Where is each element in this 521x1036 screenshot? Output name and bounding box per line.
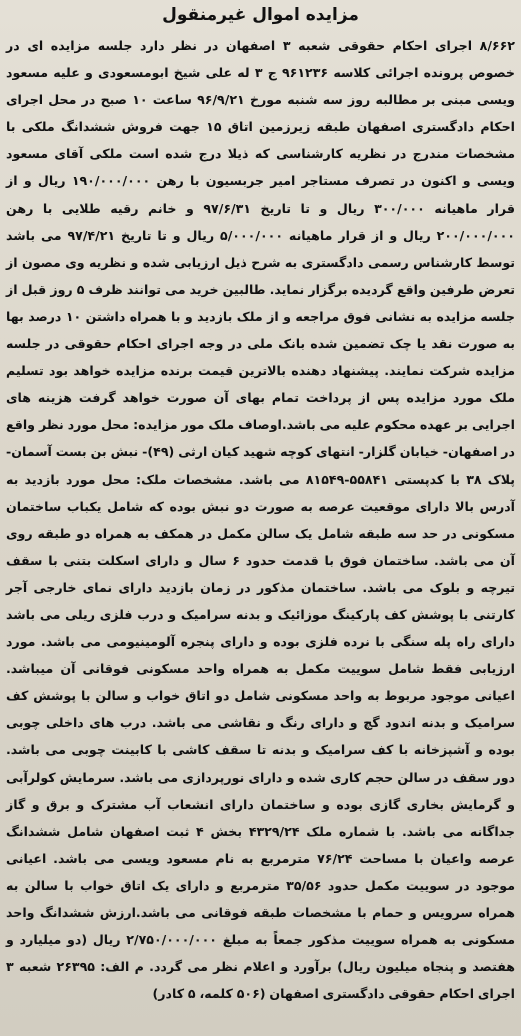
notice-body: [6, 32, 515, 1007]
notice-title: مزایده اموال غیرمنقول: [162, 5, 359, 25]
notice-paragraph: ۸/۶۶۲ اجرای احکام حقوقی شعبه ۳ اصفهان در نظر دارد جلسه مزایده ای در خصوص پرونده اجرائی کلاسه ۹۶۱۲۳۶ ج ۳ له علی شیخ ابومسعودی و علیه مسعود ویسی مبنی بر مطالبه روز سه شنبه مورخ ۹۶/۹/۲۱ ساعت ۱۰ صبح در محل اجرای احکام دادگستری اصفهان طبقه زیرزمین اتاق ۱۵ جهت فروش ششدانگ ملکی با مشخصات مندرج در نظریه کارشناسی که ذیلا درج شده است ملکی آقای مسعود ویسی و اکنون در تصرف مستاجر امیر جربسیون با رهن ۱۹۰/۰۰۰/۰۰۰ ریال و از قرار ماهیانه ۳۰۰/۰۰۰ ریال و تا تاریخ ۹۷/۶/۳۱ و خانم رقیه طلایی با رهن ۲۰۰/۰۰۰/۰۰۰ ریال و از قرار ماهیانه ۵/۰۰۰/۰۰۰ ریال و تا تاریخ ۹۷/۴/۲۱ می باشد توسط کارشناس رسمی دادگستری به شرح ذیل ارزیابی شده و نظریه وی مصون از تعرض طرفین واقع گردیده برگزار نماید. طالبین خرید می توانند ظرف ۵ روز قبل از جلسه مزایده به نشانی فوق مراجعه و از ملک بازدید و با همراه داشتن ۱۰ درصد بها به صورت نقد یا چک تضمین شده بانک ملی در وجه اجرای احکام حقوقی در جلسه مزایده شرکت نمایند. پیشنهاد دهنده بالاترین قیمت برنده مزایده خواهد بود تسلیم ملک مورد مزایده پس از پرداخت تمام بهای آن صورت خواهد گرفت هزینه های اجرایی بر عهده محکوم علیه می باشد.اوصاف ملک مور مزایده: محل مورد نظر واقع در اصفهان- خیابان گلزار- انتهای کوچه شهید کیان ارثی (۴۹)- نبش بن بست آسمان- پلاک ۳۸ با کدپستی ۵۵۸۴۱-۸۱۵۴۹ می باشد. مشخصات ملک: محل مورد بازدید به آدرس بالا دارای موقعیت عرصه به صورت دو نبش بوده که شامل یکباب ساختمان مسکونی در حد سه طبقه شامل یک سالن مکمل در همکف به همراه دو طبقه روی آن می باشد. ساختمان فوق با قدمت حدود ۶ سال و دارای اسکلت بتنی با سقف تیرچه و بلوک می باشد. ساختمان مذکور در زمان بازدید دارای نمای خارجی آجر کارتنی با پوشش کف پارکینگ موزائیک و بدنه سرامیک و درب فلزی ریلی می باشد دارای راه پله سنگی با نرده فلزی بوده و دارای پنجره آلومینیومی می باشد. مورد ارزیابی فقط شامل سوییت مکمل به همراه واحد مسکونی فوقانی آن میباشد. اعیانی موجود مربوط به واحد مسکونی شامل دو اتاق خواب و سالن با پوشش کف سرامیک و بدنه اندود گچ و دارای رنگ و نقاشی می باشد. درب های داخلی چوبی بوده و آشپزخانه با کف سرامیک و بدنه تا سقف کاشی با کابینت چوبی می باشد. دور سقف در سالن حجم کاری شده و دارای نورپردازی می باشد. سرمایش کولرآبی و گرمایش بخاری گازی بوده و ساختمان دارای انشعاب آب مشترک و برق و گاز جداگانه می باشد. با شماره ملک ۴۳۲۹/۲۴ بخش ۴ ثبت اصفهان شامل ششدانگ عرصه واعیان با مساحت ۷۶/۲۴ مترمربع به نام مسعود ویسی می باشد. اعیانی موجود در سوییت مکمل حدود ۳۵/۵۶ مترمربع و دارای یک اتاق خواب با سالن به همراه سرویس و حمام با مشخصات طبقه فوقانی می باشد.ارزش ششدانگ واحد مسکونی به همراه سوییت مذکور جمعاً به مبلغ ۲/۷۵۰/۰۰۰/۰۰۰ ریال (دو میلیارد و هفتصد و پنجاه میلیون ریال) برآورد و اعلام نظر می گردد.: [6, 38, 516, 975]
reference-number: م الف: ۲۶۳۹۵: [56, 959, 144, 975]
notice-closing: شعبه ۳ اجرای احکام حقوقی دادگستری اصفهان (۵۰۶ کلمه، ۵ کادر): [6, 959, 515, 1002]
